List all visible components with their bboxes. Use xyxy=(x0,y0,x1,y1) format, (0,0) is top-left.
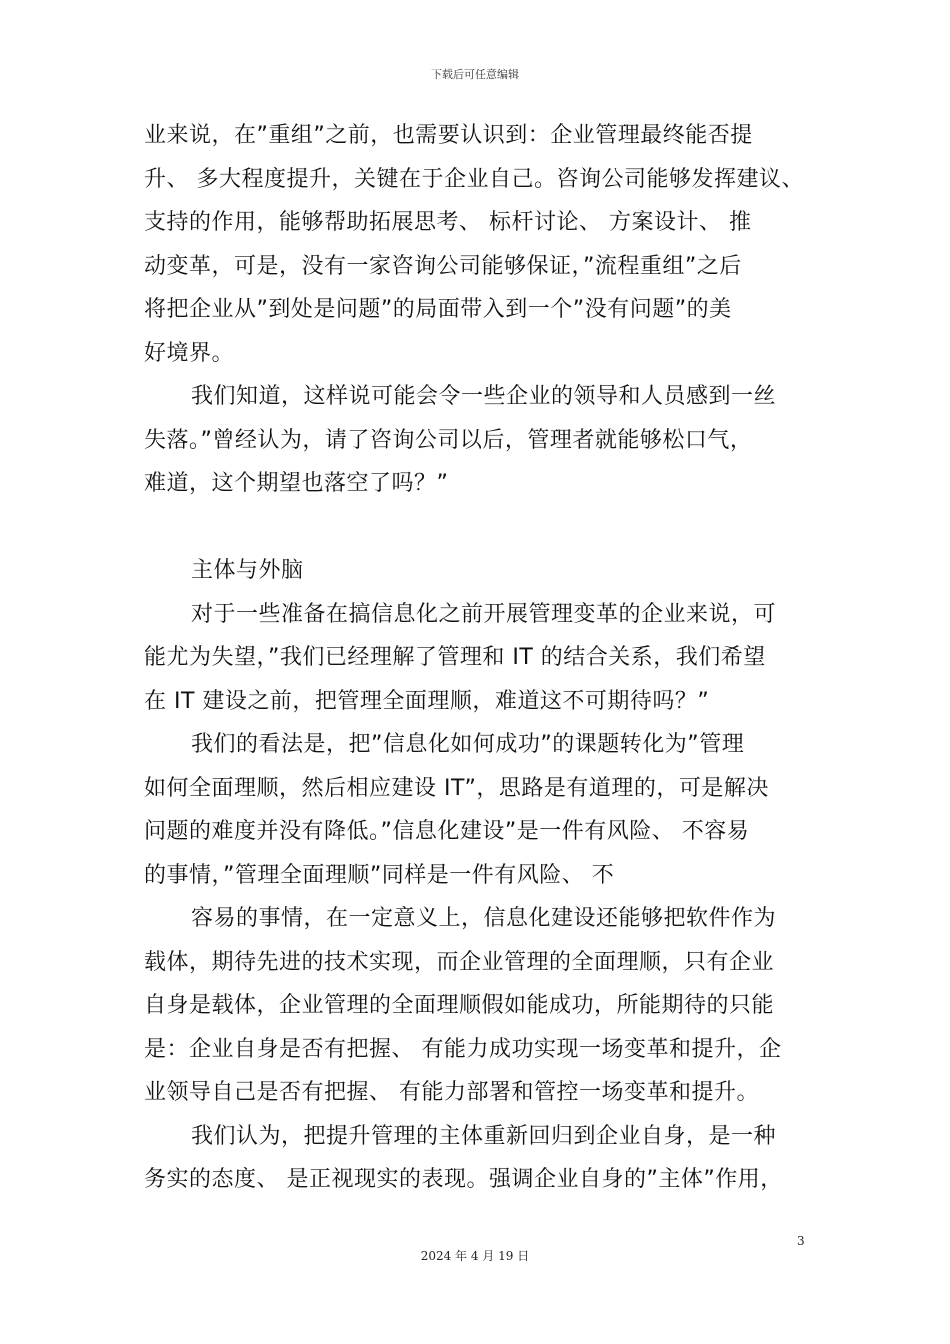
text-line: 在 IT 建设之前，把管理全面理顺，难道这不可期待吗？” xyxy=(144,688,710,714)
text-line: 业领导自己是否有把握、 有能力部署和管控一场变革和提升。 xyxy=(144,1080,759,1105)
text-line: 支持的作用，能够帮助拓展思考、 标杆讨论、 方案设计、 推 xyxy=(144,210,752,235)
text-line: 好境界。 xyxy=(144,340,235,366)
text-line: 我们的看法是，把”信息化如何成功”的课题转化为”管理 xyxy=(191,732,745,757)
text-line: 升、 多大程度提升，关键在于企业自己。咨询公司能够发挥建议、 xyxy=(144,166,804,192)
text-line: 我们知道，这样说可能会令一些企业的领导和人员感到一丝 xyxy=(191,384,777,409)
section-heading: 主体与外脑 xyxy=(191,558,304,583)
paragraph-gap xyxy=(144,506,824,550)
page-header: 下载后可任意编辑 xyxy=(431,68,519,81)
text-line: 问题的难度并没有降低。”信息化建设”是一件有风险、 不容易 xyxy=(144,819,750,844)
page-footer-date: 2024 年 4 月 19 日 xyxy=(420,1249,530,1263)
text-line: 载体，期待先进的技术实现，而企业管理的全面理顺，只有企业 xyxy=(144,949,775,975)
text-line: 失落。”曾经认为，请了咨询公司以后，管理者就能够松口气， xyxy=(144,427,753,453)
text-line: 务实的态度、 是正视现实的表现。强调企业自身的”主体”作用， xyxy=(144,1167,783,1192)
text-line: 我们认为，把提升管理的主体重新回归到企业自身，是一种 xyxy=(191,1123,777,1149)
text-line: 对于一些准备在搞信息化之前开展管理变革的企业来说，可 xyxy=(191,601,777,627)
text-line: 将把企业从”到处是问题”的局面带入到一个”没有问题”的美 xyxy=(144,297,732,322)
text-line: 如何全面理顺，然后相应建设 IT”，思路是有道理的，可是解决 xyxy=(144,775,769,801)
text-line: 是：企业自身是否有把握、 有能力成功实现一场变革和提升，企 xyxy=(144,1036,782,1062)
document-body xyxy=(144,114,824,1202)
text-line: 难道，这个期望也落空了吗？” xyxy=(144,471,449,496)
text-line: 动变革，可是，没有一家咨询公司能够保证，”流程重组”之后 xyxy=(144,253,742,279)
text-line: 的事情，”管理全面理顺”同样是一件有风险、 不 xyxy=(144,862,615,888)
text-line: 业来说，在”重组”之前，也需要认识到：企业管理最终能否提 xyxy=(144,123,753,148)
text-line: 自身是载体，企业管理的全面理顺假如能成功，所能期待的只能 xyxy=(144,993,775,1018)
page-number: 3 xyxy=(797,1234,805,1248)
text-line: 容易的事情，在一定意义上，信息化建设还能够把软件作为 xyxy=(191,906,777,931)
text-line: 能尤为失望，”我们已经理解了管理和 IT 的结合关系，我们希望 xyxy=(144,645,766,670)
